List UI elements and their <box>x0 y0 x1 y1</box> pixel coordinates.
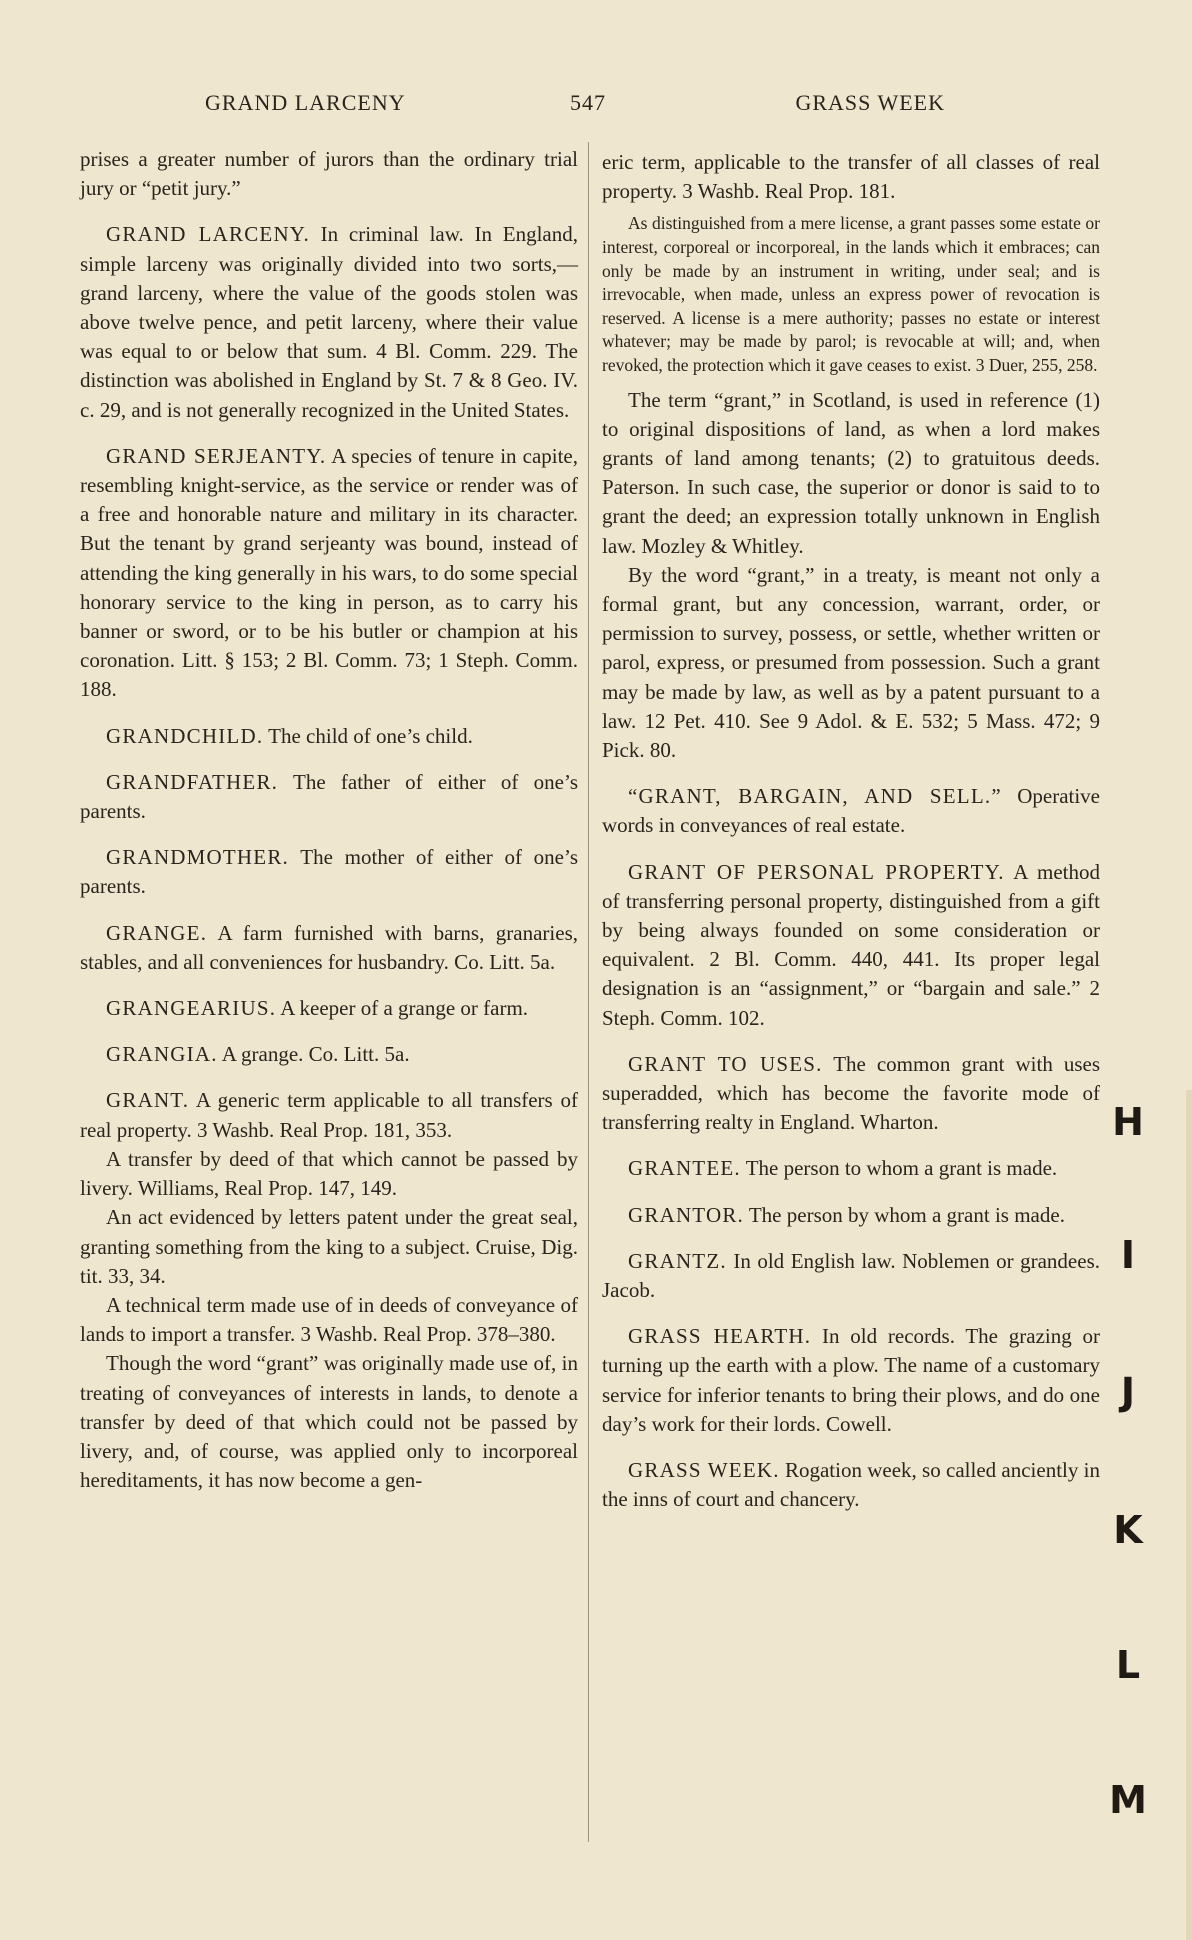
headword: GRAND SERJEANTY. <box>106 443 327 468</box>
definition-paragraph: A technical term made use of in deeds of conveyance of lands to import a transfer. 3 Washb. Real Prop. 378–380. <box>80 1292 578 1347</box>
thumb-index-letter-m[interactable]: M <box>1109 1778 1147 1822</box>
definition: The person to whom a grant is made. <box>740 1156 1058 1181</box>
thumb-index-letter-h[interactable]: H <box>1112 1100 1144 1144</box>
entry-grant-of-personal-property <box>602 858 1100 1033</box>
small-print-note: As distinguished from a mere license, a grant passes some estate or interest, corporeal or incorporeal, in the lands which it embraces; can only be made by an instrument in writing, under seal; and is irrevocable, when made, unless an express power of revocation is reserved. A license is a mere authority; passes no estate or interest whatever; may be made by parol; is revocable at will; and, when revoked, the protection which it gave ceases to exist. 3 Duer, 255, 258. <box>602 213 1100 375</box>
headword: GRANTEE. <box>628 1156 741 1181</box>
entry-grantor <box>602 1201 1100 1230</box>
headword: GRANDFATHER. <box>106 769 279 794</box>
headword: GRANTZ. <box>628 1248 727 1273</box>
headword: GRANTOR. <box>628 1202 744 1227</box>
thumb-index-letter-j[interactable]: J <box>1120 1370 1136 1414</box>
header-left-guide-word: GRAND LARCENY <box>205 90 406 115</box>
headword: GRANGE. <box>106 920 208 945</box>
entry-grantz <box>602 1247 1100 1305</box>
definition: The father of either of one’s parents. <box>80 769 578 824</box>
definition: The person by whom a grant is made. <box>743 1202 1065 1227</box>
definition: A species of tenure in capite, resembling knight-service, as the service or render was of a free and honorable nature and military in its character. But the tenant by grand serjeanty was bound, instead of attending the king generally in his wars, to do some special honorary service to the king in person, as to carry his banner or sword, or to be his butler or champion at his coronation. Litt. § 153; 2 Bl. Comm. 73; 1 Steph. Comm. 188. <box>80 443 579 702</box>
definition: The child of one’s child. <box>263 723 473 748</box>
entry-grantee <box>602 1154 1100 1183</box>
headword: “GRANT, BARGAIN, AND SELL.” <box>628 784 1002 809</box>
entry-grant-to-uses <box>602 1050 1100 1138</box>
definition-paragraph: The term “grant,” in Scotland, is used in reference (1) to original dispositions of land, as when a lord makes grants of land among tenants; (2) to gratuitous deeds. Paterson. In such case, the superior or donor is said to to grant the deed; an expression totally unknown in English law. Mozley & Whitley. <box>602 387 1100 558</box>
headword: GRANGIA. <box>106 1042 218 1067</box>
entry-grant <box>80 1086 578 1495</box>
entry-grass-week <box>602 1456 1100 1514</box>
definition: A generic term applicable to all transfers of real property. 3 Washb. Real Prop. 181, 353. <box>80 1088 578 1142</box>
page-number: 547 <box>570 90 606 115</box>
entry-grandchild <box>80 722 578 751</box>
entry-grand-serjeanty <box>80 442 578 705</box>
headword: GRASS WEEK. <box>628 1458 780 1483</box>
headword: GRANT OF PERSONAL PROPERTY. <box>628 859 1005 884</box>
entry-grandmother <box>80 843 578 901</box>
definition: The mother of either of one’s parents. <box>80 845 578 899</box>
entry-grant-continued <box>602 148 1100 765</box>
entry-grand-larceny <box>80 220 578 424</box>
definition-paragraph: eric term, applicable to the transfer of all classes of real property. 3 Washb. Real Prop. 181. <box>602 150 1100 204</box>
headword: GRANGEARIUS. <box>106 996 277 1021</box>
left-column <box>80 145 578 1495</box>
headword: GRANT. <box>106 1088 190 1113</box>
running-header <box>205 90 945 124</box>
definition-paragraph: A transfer by deed of that which cannot be passed by livery. Williams, Real Prop. 147, 149. <box>80 1146 578 1201</box>
column-divider <box>588 142 589 1842</box>
definition-paragraph: By the word “grant,” in a treaty, is meant not only a formal grant, but any concession, warrant, order, or permission to survey, possess, or settle, whether written or parol, express, or presumed from possession. Such a grant may be made by law, as well as by a patent pursuant to a law. 12 Pet. 410. See 9 Adol. & E. 532; 5 Mass. 472; 9 Pick. 80. <box>602 562 1100 762</box>
definition: A keeper of a grange or farm. <box>276 996 529 1021</box>
definition: In criminal law. In England, simple larceny was originally divided into two sorts,—grand larceny, where the value of the goods stolen was above twelve pence, and petit larceny, where their value was equal to or below that sum. 4 Bl. Comm. 229. The distinction was abolished in England by St. 7 & 8 Geo. IV. c. 29, and is not generally recognized in the United States. <box>80 222 578 422</box>
entry-continuation: prises a greater number of jurors than the ordinary trial jury or “petit jury.” <box>80 147 578 201</box>
definition: A method of transferring personal property, distinguished from a gift by being always founded on some consideration or equivalent. 2 Bl. Comm. 440, 441. Its proper legal designation is an “assignment,” or “bargain and sale.” 2 Steph. Comm. 102. <box>602 859 1101 1030</box>
definition: The common grant with uses superadded, which has become the favorite mode of transferring realty in England. Wharton. <box>602 1051 1100 1135</box>
entry-grangearius <box>80 994 578 1023</box>
entry-grangia <box>80 1040 578 1069</box>
right-column <box>602 148 1100 1514</box>
entry-grass-hearth <box>602 1322 1100 1439</box>
definition: A farm furnished with barns, granaries, stables, and all conveniences for husbandry. Co. Litt. 5a. <box>80 920 578 974</box>
thumb-index-letter-l[interactable]: L <box>1115 1643 1141 1687</box>
definition: A grange. Co. Litt. 5a. <box>217 1042 410 1067</box>
entry-grant-bargain-and-sell <box>602 782 1100 840</box>
definition: In old records. The grazing or turning up the earth with a plow. The name of a customary service for inferior tenants to bring their plows, and do one day’s work for their lords. Cowell. <box>602 1324 1101 1436</box>
definition: In old English law. Noblemen or grandees. Jacob. <box>602 1248 1100 1303</box>
headword: GRANT TO USES. <box>628 1051 823 1076</box>
definition: Rogation week, so called anciently in the inns of court and chancery. <box>602 1458 1100 1512</box>
header-right-guide-word: GRASS WEEK <box>795 90 945 115</box>
definition-paragraph: Though the word “grant” was originally made use of, in treating of conveyances of interests in lands, to denote a transfer by deed of that which could not be passed by livery, and, of course, was applied only to incorporeal hereditaments, it has now become a gen- <box>80 1351 578 1493</box>
headword: GRANDMOTHER. <box>106 845 289 870</box>
definition-paragraph: An act evidenced by letters patent under the great seal, granting something from the king to a subject. Cruise, Dig. tit. 33, 34. <box>80 1205 578 1288</box>
headword: GRAND LARCENY. <box>106 222 310 247</box>
headword: GRANDCHILD. <box>106 723 264 748</box>
thumb-index-strip <box>1186 1090 1192 1940</box>
headword: GRASS HEARTH. <box>628 1324 812 1349</box>
definition: Operative words in conveyances of real estate. <box>602 784 1101 838</box>
thumb-index-letter-i[interactable]: I <box>1120 1233 1136 1277</box>
entry-grange <box>80 919 578 977</box>
entry-grandfather <box>80 768 578 826</box>
thumb-index-letter-k[interactable]: K <box>1113 1508 1143 1552</box>
